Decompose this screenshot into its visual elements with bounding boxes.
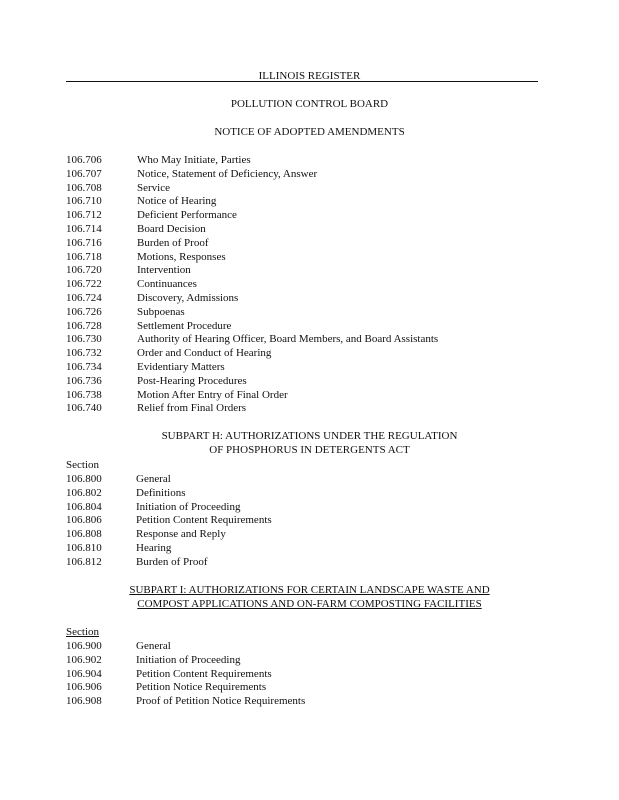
section-title: Settlement Procedure — [137, 319, 232, 332]
section-number: 106.804 — [66, 500, 102, 513]
section-number: 106.726 — [66, 305, 102, 318]
section-title: Who May Initiate, Parties — [137, 154, 251, 166]
section-number: 106.716 — [66, 236, 102, 249]
section-number: 106.740 — [66, 402, 102, 415]
section-title: Continuances — [137, 278, 197, 291]
section-number: 106.808 — [66, 528, 102, 541]
section-number: 106.906 — [66, 681, 102, 694]
section-title: Initiation of Proceeding — [136, 500, 241, 513]
section-title: General — [136, 640, 171, 652]
section-title: Subpoenas — [137, 305, 185, 318]
section-title: Discovery, Admissions — [137, 292, 239, 304]
subpart-i-section-label: Section — [66, 626, 99, 638]
section-title: Petition Notice Requirements — [136, 681, 267, 694]
section-title: Definitions — [136, 486, 186, 499]
section-title: Hearing — [136, 542, 172, 554]
section-number: 106.720 — [66, 264, 102, 277]
section-title: Motion After Entry of Final Order — [137, 388, 288, 401]
section-number: 106.812 — [66, 555, 102, 568]
section-number: 106.732 — [66, 347, 102, 360]
section-title: Authority of Hearing Officer, Board Members, and Board Assistants — [137, 333, 439, 346]
section-number: 106.902 — [66, 653, 102, 666]
subpart-h-section-label: Section — [66, 459, 99, 471]
section-number: 106.738 — [66, 388, 102, 401]
section-number: 106.802 — [66, 486, 102, 499]
section-title: Post-Hearing Procedures — [137, 374, 247, 387]
section-title: Evidentiary Matters — [137, 361, 225, 373]
section-title: Order and Conduct of Hearing — [137, 347, 272, 360]
section-number: 106.722 — [66, 278, 102, 291]
section-number: 106.736 — [66, 374, 102, 387]
section-number: 106.708 — [66, 181, 102, 194]
subpart-i-heading-line2: COMPOST APPLICATIONS AND ON-FARM COMPOSTING FACILITIES — [137, 598, 482, 610]
section-number: 106.707 — [66, 167, 102, 180]
section-number: 106.806 — [66, 514, 102, 527]
register-title: ILLINOIS REGISTER — [258, 70, 361, 82]
section-title: Relief from Final Orders — [137, 402, 247, 415]
section-number: 106.908 — [66, 695, 102, 708]
section-number: 106.712 — [66, 209, 102, 222]
section-title: Service — [137, 181, 170, 194]
section-number: 106.904 — [66, 667, 102, 680]
section-number: 106.810 — [66, 542, 102, 554]
section-title: Notice, Statement of Deficiency, Answer — [137, 167, 318, 180]
section-title: Motions, Responses — [137, 250, 226, 263]
section-number: 106.728 — [66, 319, 102, 332]
subpart-h-heading-line1: SUBPART H: AUTHORIZATIONS UNDER THE REGULATION — [161, 430, 458, 442]
section-number: 106.718 — [66, 250, 102, 263]
section-number: 106.734 — [66, 361, 102, 373]
section-title: Response and Reply — [136, 528, 226, 541]
section-number: 106.724 — [66, 292, 102, 304]
section-title: Intervention — [137, 264, 191, 277]
section-title: General — [136, 473, 171, 485]
subpart-i-heading-line1: SUBPART I: AUTHORIZATIONS FOR CERTAIN LANDSCAPE WASTE AND — [129, 584, 490, 596]
section-title: Board Decision — [137, 223, 206, 235]
section-title: Initiation of Proceeding — [136, 653, 241, 666]
subpart-h-heading-line2: OF PHOSPHORUS IN DETERGENTS ACT — [209, 444, 410, 456]
section-title: Proof of Petition Notice Requirements — [136, 695, 306, 708]
section-number: 106.730 — [66, 333, 102, 346]
section-number: 106.706 — [66, 154, 102, 166]
agency-title: POLLUTION CONTROL BOARD — [230, 98, 389, 110]
section-title: Burden of Proof — [136, 555, 208, 568]
notice-title: NOTICE OF ADOPTED AMENDMENTS — [214, 126, 405, 138]
section-title: Deficient Performance — [137, 209, 237, 222]
section-title: Notice of Hearing — [137, 195, 217, 208]
section-title: Burden of Proof — [137, 236, 209, 249]
section-number: 106.900 — [66, 640, 102, 652]
section-title: Petition Content Requirements — [136, 514, 272, 527]
section-number: 106.714 — [66, 223, 102, 235]
section-title: Petition Content Requirements — [136, 667, 272, 680]
section-number: 106.710 — [66, 195, 102, 208]
section-number: 106.800 — [66, 473, 102, 485]
